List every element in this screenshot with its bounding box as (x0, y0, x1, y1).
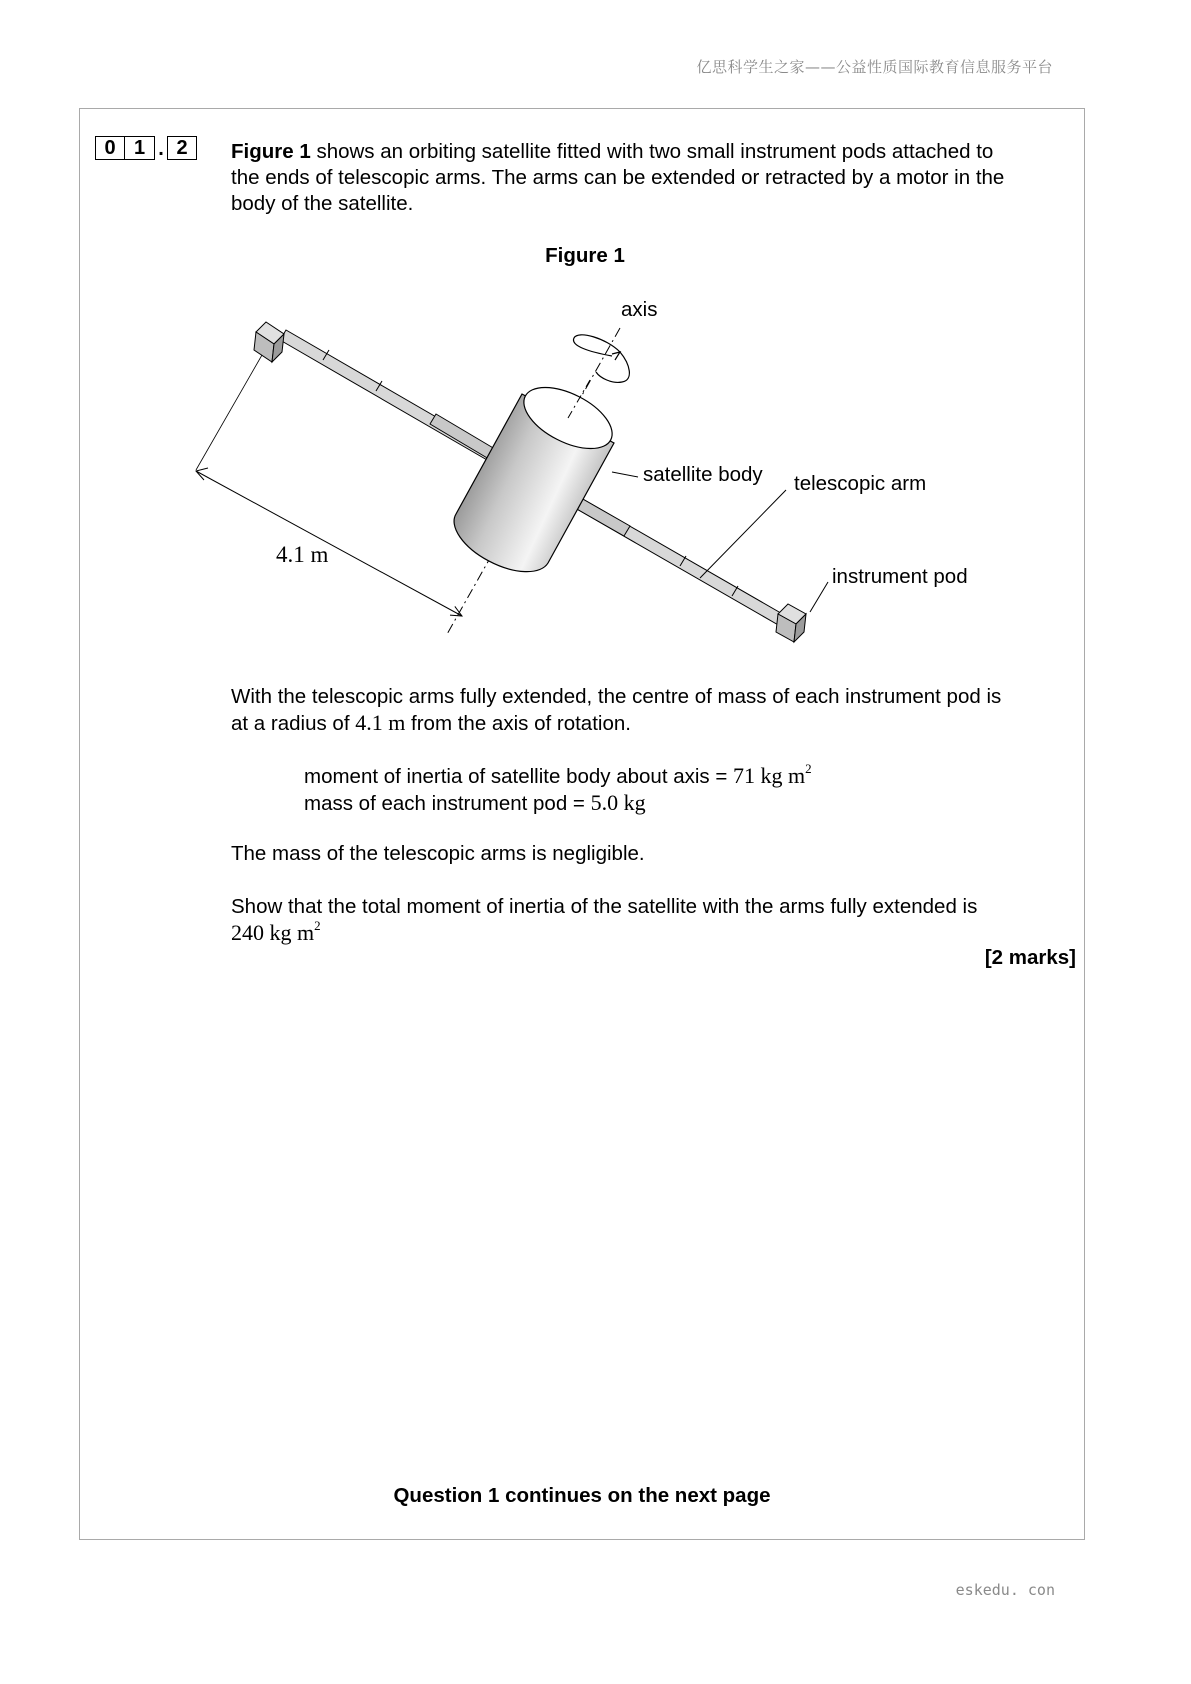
intro-line-3: body of the satellite. (231, 192, 414, 215)
instrument-pod-label: instrument pod (832, 565, 968, 588)
telescopic-arm-lower (575, 498, 786, 626)
mass-value: 5.0 kg (590, 790, 646, 815)
figure-title: Figure 1 (545, 244, 625, 267)
task-paragraph (231, 894, 1081, 946)
continues-notice: Question 1 continues on the next page (393, 1484, 771, 1507)
question-digit-box: 0 (95, 136, 125, 160)
paragraph-negligible: The mass of the telescopic arms is negligible. (231, 842, 645, 865)
radius-text-pre: at a radius of (231, 712, 356, 735)
given-moment-line (304, 760, 1064, 790)
moment-value (733, 760, 812, 788)
given-values (304, 760, 1064, 817)
instrument-pod-leader (810, 582, 828, 612)
satellite-body-label: satellite body (643, 463, 763, 486)
site-header: 亿思科学生之家——公益性质国际教育信息服务平台 (696, 58, 1053, 76)
satellite-body-leader (612, 472, 638, 477)
paragraph-radius (231, 684, 1081, 737)
paragraph-radius-line-1: With the telescopic arms fully extended, the centre of mass of each instrument pod is (231, 685, 1002, 708)
paragraph-radius-line-2 (231, 710, 1081, 737)
dimension-marker (196, 355, 462, 616)
axis-label: axis (621, 298, 658, 321)
dimension-arrow (196, 471, 462, 616)
intro-line-1-text: shows an orbiting satellite fitted with two small instrument pods attached to (310, 140, 994, 163)
marks-label: [2 marks] (984, 946, 1076, 969)
moment-label: moment of inertia of satellite body about axis = (304, 765, 734, 788)
site-footer: eskedu. con (955, 1581, 1055, 1599)
telescopic-arm-label: telescopic arm (794, 472, 927, 495)
telescopic-arm-upper (280, 330, 500, 464)
task-exponent: 2 (314, 917, 321, 933)
question-part-box: 2 (167, 136, 197, 160)
moment-exponent: 2 (805, 760, 812, 776)
instrument-pod-lower (776, 604, 806, 642)
distance-label: 4.1 m (276, 542, 329, 567)
given-mass-line (304, 790, 1064, 817)
task-line-2 (231, 917, 1081, 946)
satellite-body-cylinder (454, 375, 622, 572)
question-separator: . (158, 138, 164, 160)
instrument-pod-upper (254, 322, 284, 362)
intro-line-2: the ends of telescopic arms. The arms can be extended or retracted by a motor in the (231, 166, 1005, 189)
task-line-1: Show that the total moment of inertia of the satellite with the arms fully extended is (231, 895, 978, 918)
question-digit-box: 1 (125, 136, 155, 160)
satellite-figure (0, 0, 1191, 680)
figure-reference: Figure 1 (231, 140, 311, 163)
telescopic-arm-leader (700, 490, 786, 578)
mass-label: mass of each instrument pod = (304, 792, 591, 815)
task-value: 240 kg m (231, 920, 315, 945)
radius-text-post: from the axis of rotation. (405, 712, 631, 735)
moment-value-text: 71 kg m (733, 763, 806, 788)
rotation-arrow-icon (573, 335, 629, 383)
radius-value: 4.1 m (355, 710, 406, 735)
